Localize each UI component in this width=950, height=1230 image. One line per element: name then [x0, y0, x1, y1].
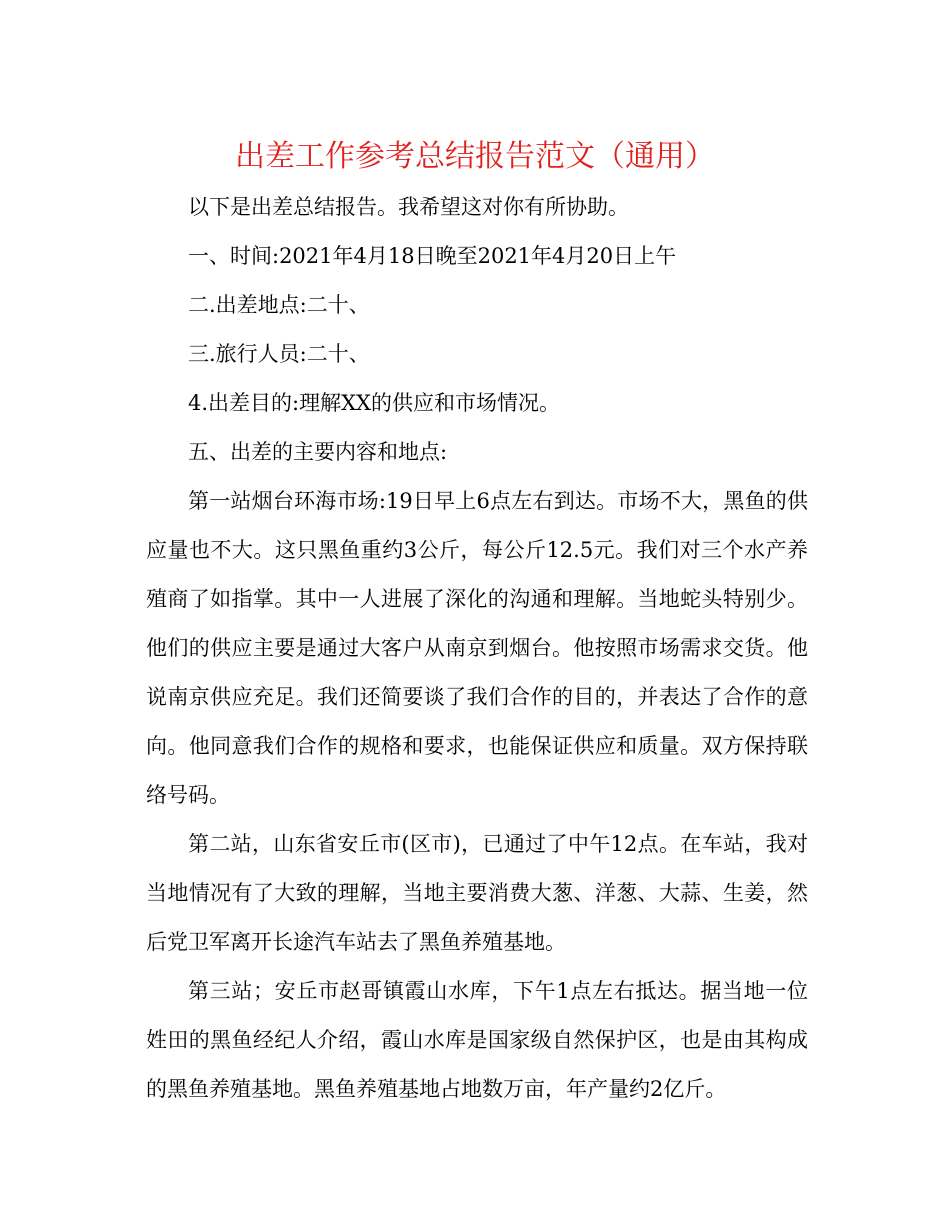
paragraph-purpose: 4.出差目的:理解XX的供应和市场情况。: [188, 391, 561, 415]
paragraph-stop-three: 第三站；安丘市赵哥镇霞山水库，下午1点左右抵达。据当地一位姓田的黑鱼经纪人介绍，霞山水库是国家级自然保护区，也是由其构成的黑鱼养殖基地。黑鱼养殖基地占地数万亩，年产量约2亿斤。: [146, 979, 808, 1101]
paragraph-stop-two: 第二站，山东省安丘市(区市)，已通过了中午12点。在车站，我对当地情况有了大致的理解，当地主要消费大葱、洋葱、大蒜、生姜，然后党卫军离开长途汽车站去了黑鱼养殖基地。: [146, 832, 808, 954]
paragraph-stop-one: 第一站烟台环海市场:19日早上6点左右到达。市场不大，黑鱼的供应量也不大。这只黑鱼重约3公斤，每公斤12.5元。我们对三个水产养殖商了如指掌。其中一人进展了深化的沟通和理解。当地蛇头特别少。他们的供应主要是通过大客户从南京到烟台。他按照市场需求交货。他说南京供应充足。我们还简要谈了我们合作的目的，并表达了合作的意向。他同意我们合作的规格和要求，也能保证供应和质量。双方保持联络号码。: [146, 489, 808, 807]
paragraph-intro: 以下是出差总结报告。我希望这对你有所协助。: [188, 195, 629, 219]
paragraph-time: 一、时间:2021年4月18日晚至2021年4月20日上午: [188, 244, 677, 268]
paragraph-personnel: 三.旅行人员:二十、: [188, 342, 370, 366]
document-title: 出差工作参考总结报告范文（通用）: [235, 139, 715, 174]
paragraph-content-heading: 五、出差的主要内容和地点:: [188, 440, 448, 464]
paragraph-location: 二.出差地点:二十、: [188, 293, 370, 317]
document-body: [146, 183, 808, 1114]
